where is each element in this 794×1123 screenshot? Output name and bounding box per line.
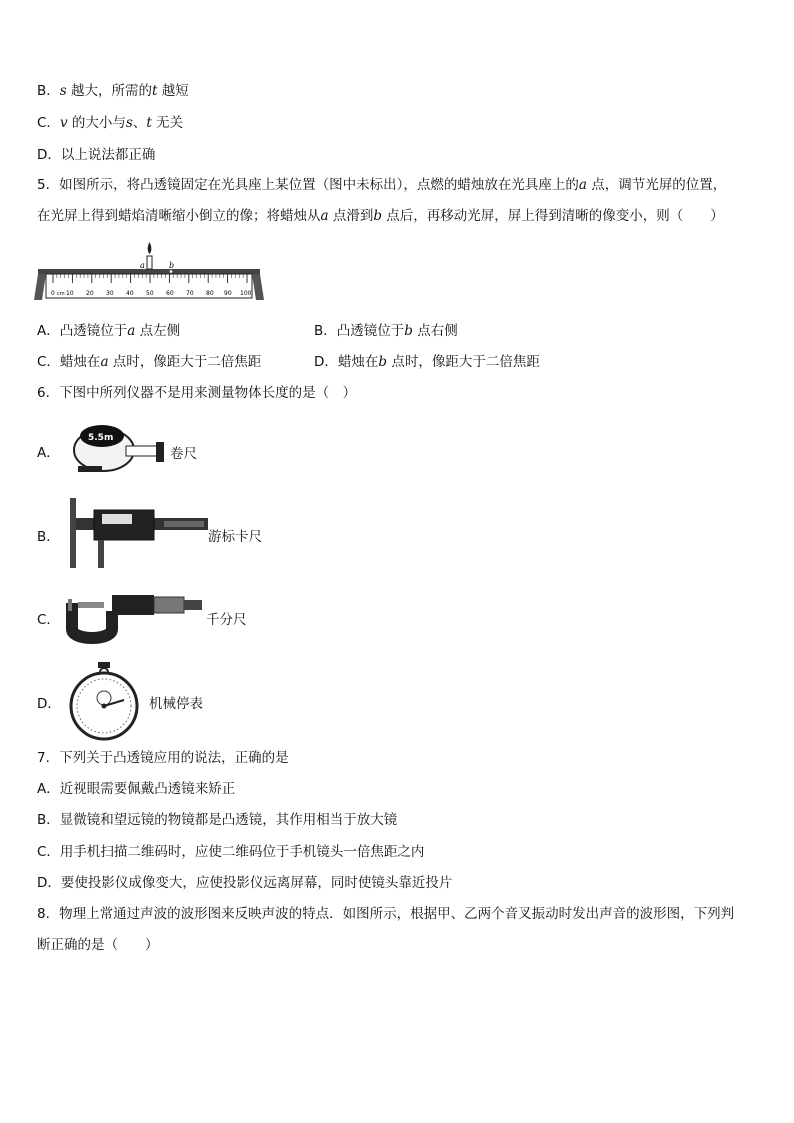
bench-right-leg — [252, 274, 264, 300]
option-text: D．蜡烛在 — [314, 354, 379, 370]
point-a-variable: a — [578, 177, 587, 193]
q6-option-c-letter: C． — [37, 612, 60, 628]
tick-label: 60 — [166, 290, 174, 297]
variable-v: v — [59, 115, 68, 131]
variable-s: s — [59, 83, 67, 99]
point-a-label: a — [140, 261, 145, 270]
candle-body — [147, 256, 152, 269]
bench-top-rail — [38, 269, 260, 274]
micrometer-frame — [72, 603, 112, 638]
variable-a: a — [100, 354, 109, 370]
micrometer-spindle — [78, 602, 104, 608]
q6-option-b-letter: B． — [37, 529, 60, 545]
stopwatch-pivot — [102, 704, 107, 709]
vernier-caliper-image — [64, 496, 210, 572]
q7-option-d: D．要使投影仪成像变大，应使投影仪远离屏幕，同时使镜头靠近投片 — [37, 875, 453, 891]
stem-text: 5．如图所示，将凸透镜固定在光具座上某位置（图中未标出），点燃的蜡烛放在光具座上的 — [37, 177, 579, 193]
stem-text: 点后，再移动光屏，屏上得到清晰的像变小，则（ ） — [382, 208, 724, 224]
micrometer-thimble — [154, 597, 184, 613]
option-text: 越短 — [157, 83, 189, 99]
tape-label-text: 5.5m — [88, 433, 114, 443]
q5-option-b — [314, 322, 458, 340]
q4-option-c — [37, 114, 183, 132]
variable-b: b — [378, 354, 388, 370]
q6-option-a-letter: A． — [37, 445, 60, 461]
option-text: B．凸透镜位于 — [314, 323, 405, 339]
tick-label: 80 — [206, 290, 214, 297]
option-letter: B． — [37, 83, 60, 99]
q5-option-c — [37, 353, 261, 371]
variable-b: b — [404, 323, 413, 339]
candle — [147, 242, 152, 269]
q4-option-d: D．以上说法都正确 — [37, 147, 156, 163]
tape-measure-caption: 卷尺 — [170, 446, 197, 462]
variable-t: t — [152, 83, 158, 99]
q8-stem-line1: 8．物理上常通过声波的波形图来反映声波的特点．如图所示，根据甲、乙两个音叉振动时发出声音的波形图，下列判 — [37, 906, 735, 922]
tick-label: 50 — [146, 290, 154, 297]
caliper-moving-jaw — [98, 540, 104, 568]
q5-stem-line2 — [37, 207, 724, 225]
micrometer-ratchet — [184, 600, 202, 610]
variable-t: t — [146, 115, 152, 131]
micrometer-anvil — [68, 599, 72, 611]
bench-left-leg — [34, 274, 46, 300]
micrometer-image — [64, 585, 206, 645]
caliper-readout — [102, 514, 132, 524]
option-text: 点左侧 — [135, 323, 181, 339]
q7-option-b: B．显微镜和望远镜的物镜都是凸透镜，其作用相当于放大镜 — [37, 812, 398, 828]
stem-text: 在光屏上得到蜡焰清晰缩小倒立的像；将蜡烛从 — [37, 208, 321, 224]
separator: 、 — [132, 115, 147, 131]
tape-hook — [156, 442, 164, 462]
stem-text: 点，调节光屏的位置， — [586, 177, 727, 193]
tick-label: 70 — [186, 290, 194, 297]
point-b-marker — [170, 270, 173, 273]
option-text: 点时，像距大于二倍焦距 — [108, 354, 262, 370]
variable-s: s — [125, 115, 133, 131]
q7-stem: 7．下列关于凸透镜应用的说法，正确的是 — [37, 750, 289, 766]
option-text: C．蜡烛在 — [37, 354, 101, 370]
vernier-caliper-caption: 游标卡尺 — [208, 529, 262, 545]
point-a-variable: a — [320, 208, 329, 224]
option-text: A．凸透镜位于 — [37, 323, 128, 339]
q4-option-b — [37, 82, 189, 100]
caliper-depth-rod — [164, 521, 204, 527]
option-text: 越大，所需的 — [66, 83, 152, 99]
tick-label: 30 — [106, 290, 114, 297]
option-text: 的大小与 — [67, 115, 126, 131]
q6-option-d-letter: D． — [37, 696, 61, 712]
option-letter: C． — [37, 115, 60, 131]
tick-label: 20 — [86, 290, 94, 297]
caliper-fixed-jaw — [70, 498, 76, 568]
stopwatch-image — [64, 660, 144, 742]
unit-label: cm — [57, 291, 65, 297]
tape-measure-image — [70, 416, 170, 480]
tape-clip — [78, 466, 102, 472]
q8-stem-line2: 断正确的是（ ） — [37, 937, 159, 953]
q5-stem-line1 — [37, 176, 726, 194]
tick-label: 10 — [66, 290, 74, 297]
tick-label: 90 — [224, 290, 232, 297]
option-text: 点时，像距大于二倍焦距 — [387, 354, 540, 370]
optical-bench-figure — [34, 238, 264, 302]
stem-text: 点滑到 — [328, 208, 374, 224]
q5-option-a — [37, 322, 180, 340]
point-b-variable: b — [373, 208, 383, 224]
q7-option-c: C．用手机扫描二维码时，应使二维码位于手机镜头一倍焦距之内 — [37, 844, 425, 860]
q6-stem: 6．下图中所列仪器不是用来测量物体长度的是（ ） — [37, 385, 357, 401]
micrometer-caption: 千分尺 — [206, 612, 247, 628]
tick-label: 100 — [240, 290, 252, 297]
stopwatch-caption: 机械停表 — [149, 696, 203, 712]
tick-label: 40 — [126, 290, 134, 297]
variable-a: a — [127, 323, 136, 339]
tape-blade — [126, 446, 160, 456]
tick-label: 0 — [51, 290, 55, 297]
candle-flame — [148, 242, 152, 254]
point-b-label: b — [169, 261, 175, 270]
q5-option-d — [314, 353, 540, 371]
option-text: 点右侧 — [412, 323, 458, 339]
q7-option-a: A．近视眼需要佩戴凸透镜来矫正 — [37, 781, 236, 797]
micrometer-sleeve — [112, 595, 154, 615]
option-text: 无关 — [151, 115, 184, 131]
